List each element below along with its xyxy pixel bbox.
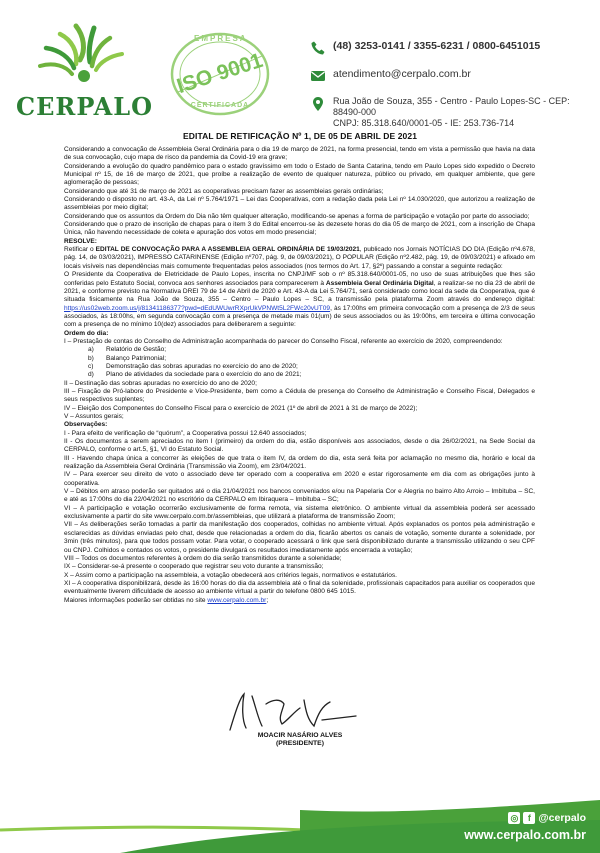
website-link[interactable]: www.cerpalo.com.br — [207, 596, 267, 604]
seal-top-text: EMPRESA — [194, 34, 248, 43]
observation-item: IV – Para exercer seu direito de voto o associado deve ter operado com a cooperativa em 2020 e estar rigorosamente em dia com as obrigações junto à cooperativa. — [64, 471, 535, 487]
list-marker: b) — [88, 354, 94, 362]
paragraph: Considerando que os assuntos da Ordem do Dia não têm qualquer alteração, modificando-se apenas a forma de participação e votação por parte do associado; — [64, 212, 530, 220]
agenda-item: IV – Eleição dos Componentes do Conselho Fiscal para o exercício de 2021 (1º de abril de 2021 à 31 de março de 2022); — [64, 404, 418, 412]
social-handle[interactable] — [508, 812, 586, 824]
observation-item: XI – A cooperativa disponibilizará, desde às 16:00 horas do dia da assembleia até o final da solenidade, profissionais capacitados para auxiliar os cooperados que eventualmente tiverem dificuldade de acesso ao ambiente virtual a partir do telefone 0800 645 1015. — [64, 579, 535, 596]
text-run: ; — [266, 596, 269, 604]
brand-name: CERPALO — [16, 92, 154, 121]
handwritten-signature — [222, 690, 362, 734]
signatory-name: MOACIR NASÁRIO ALVES — [257, 732, 343, 739]
paragraph: Considerando a evolução do quadro pandêmico para o estado gravíssimo em todo o Estado de Santa Catarina, tendo em Paulo Lopes sido expedido o Decreto Municipal nº 15, de 16 de março de 2021, que proíbe a realização de evento de qualquer natureza, público ou privado, em qualquer ambiente, que gere aglomeração de pessoas; — [64, 162, 535, 187]
email-text[interactable]: atendimento@cerpalo.com.br — [333, 68, 471, 80]
resolve-heading: RESOLVE: — [64, 237, 97, 245]
list-text: Demonstração das sobras apuradas no exercício do ano de 2020; — [106, 362, 298, 370]
text-run-bold: EDITAL DE CONVOCAÇÃO PARA A ASSEMBLEIA GERAL ORDINÁRIA DE 19/03/2021 — [95, 246, 360, 254]
document-title: EDITAL DE RETIFICAÇÃO Nº 1, DE 05 DE ABRIL DE 2021 — [182, 131, 418, 141]
agenda-item: III – Fixação de Pró-labore do Presidente e Vice-Presidente, bem como a Cédula de presença do Conselho de Administração e Conselho Fiscal, Delegados e seus respectivos suplentes; — [64, 387, 535, 404]
text-run: O Presidente da Cooperativa de Eletricidade de Paulo Lopes, inscrita no CNPJ/MF sob o nº 85.318.640/0001-05, no uso de suas atribuições que lhes são conferidas pelo Estatuto Social, convoca aos senhores associados para comparecerem à — [64, 271, 535, 287]
footer-website[interactable]: www.cerpalo.com.br — [464, 828, 586, 842]
paragraph: Considerando que até 31 de março de 2021 as cooperativas precisam fazer as assembleias gerais ordinárias; — [64, 187, 384, 195]
signatory-role: (PRESIDENTE) — [276, 740, 324, 747]
observation-item: VII – As deliberações serão tomadas a partir da manifestação dos cooperados, colhidas no ambiente virtual. Após explanados os pontos pela administração e esclarecidas as dúvidas enviadas pelo chat, desde que relacionadas a ordem do dia, ficarão abertos os canais de votação, somente durante a solenidade, por 3min (três minutos), para que todos possam votar. Para votar, o cooperado acessará o link que será disponibilizado durante a transmissão utilizando o seu CPF ou CNPJ. Colhidos e contados os votos, o presidente divulgará os resultados imediatamente após encerrada a votação; — [64, 521, 535, 554]
phone-icon — [310, 40, 326, 56]
text-run: Retificar o — [64, 246, 96, 254]
list-marker: a) — [88, 346, 94, 354]
paragraph: Considerando o disposto no art. 43-A, da Lei nº 5.764/1971 – Lei das Cooperativas, com a redação dada pela Lei nº 14.030/2020, que autorizou a realização de assembleias por meio digital; — [64, 196, 535, 212]
observation-item: III - Havendo chapa única a concorrer às eleições de que trata o item IV, da ordem do dia, esta será feita por aclamação no mesmo dia, horário e local da realização da Assembleia Geral Ordinária (Transmissão via Zoom), em 23/04/2021. — [64, 454, 535, 471]
contact-info — [310, 40, 590, 141]
address-line-2: CNPJ: 85.318.640/0001-05 - IE: 253.736-714 — [333, 118, 515, 128]
observation-item: X – Assim como a participação na assembleia, a votação obedecerá aos critérios legais, normativos e estatutários. — [64, 571, 397, 579]
observation-item: VI – A participação e votação ocorrerão exclusivamente de forma remota, via sistema eletrônico. O ambiente virtual da assembleia poderá ser acessado exclusivamente a partir do site www.cerpalo.com.br/assembleias, que utilizará a plataforma de transmissão Zoom; — [64, 504, 535, 521]
list-text: Balanço Patrimonial; — [106, 354, 167, 362]
zoom-link[interactable]: https://us02web.zoom.us/j/81341186377?pwd=dEdUWUwrRXprUkVPNWt5L2FWc20vUT09 — [64, 304, 331, 312]
seal-main-text: ISO 9001 — [174, 48, 266, 99]
instagram-icon: ◎ — [508, 812, 520, 824]
observation-item: IX – Considerar-se-á presente o cooperado que registrar seu voto durante a transmissão; — [64, 563, 324, 571]
observation-item: I - Para efeito de verificação de “quórum”, a Cooperativa possui 12.640 associados; — [64, 429, 307, 437]
document-body — [64, 146, 535, 605]
social-handle-text: @cerpalo — [538, 812, 586, 824]
paragraph — [64, 271, 535, 329]
phone-text: (48) 3253-0141 / 3355-6231 / 0800-6451015 — [333, 40, 541, 52]
letterhead — [0, 0, 600, 128]
phone-row — [310, 40, 590, 56]
facebook-icon: f — [523, 812, 535, 824]
list-item — [88, 346, 535, 354]
agenda-heading: Ordem do dia: — [64, 329, 109, 337]
paragraph: Considerando que o prazo de inscrição de chapas para o item 3 do Edital encerrou-se às dezesete horas do dia 05 de março de 2021, com a inscrição de Chapa Única, não havendo necessidade de coleta e apuração dos votos em modo presencial; — [64, 221, 535, 237]
cerpalo-logo — [14, 16, 154, 126]
list-marker: d) — [88, 371, 94, 379]
list-text: Relatório de Gestão; — [106, 346, 167, 354]
text-run: , às 17:00hs em primeira convocação com a presença de 2/3 de seus associados, às 18:00hs, em segunda convocação com a presença de metade mais 01(um) de seus associados ou às 19:00hs, em terceira e última convocação com a presença de no mínimo 10(dez) associados para deliberarem a seguinte: — [64, 304, 535, 329]
text-run-bold: Assembleia Geral Ordinária Digital — [325, 279, 434, 287]
list-text: Plano de atividades da sociedade para o exercício do ano de 2021; — [106, 371, 302, 379]
email-icon — [310, 68, 326, 84]
observation-item: V – Débitos em atraso poderão ser quitados até o dia 21/04/2021 nos bancos conveniados e/ou na Papelaria Cor e Alegria no bairro Alto Arroio – Imbituba – SC, e até as 17:00hs do dia 22/04/2021 no escritório da CERPALO em Ibiraquera – Imbituba – SC; — [64, 488, 535, 504]
agenda-item: II – Destinação das sobras apuradas no exercício do ano de 2020; — [64, 379, 257, 387]
paragraph: Considerando a convocação de Assembleia Geral Ordinária para o dia 19 de março de 2021, na forma presencial, tendo em vista a permissão que havia na data de sua convocação, cujo mapa de risco da pandemia da Covid-19 era grave; — [64, 146, 535, 162]
agenda-sublist — [88, 346, 535, 379]
iso-9001-seal — [160, 28, 280, 120]
list-item — [88, 363, 535, 371]
agenda-item: I – Prestação de contas do Conselho de Administração acompanhada do parecer do Conselho Fiscal, referente ao exercício de 2020, compreendendo: — [64, 337, 503, 345]
agenda-item: V – Assuntos gerais; — [64, 413, 124, 420]
location-pin-icon — [310, 96, 326, 112]
text-run: , a realizar-se no dia 23 de abril de 2021, e conforme previsto na Normativa DREI 79 de 14 de Abril de 2020 e Art. 43-A da Lei 5.764/71, será considerado como local da sede da Cooperativa, que é situada fisicamente na Rua João de Souza, 355 – Centro – Paulo Lopes – SC, a transmissão pela plataforma Zoom através do endereço digital: — [64, 279, 536, 304]
address-line-1: Rua João de Souza, 355 - Centro - Paulo Lopes-SC - CEP: 88490-000 — [333, 96, 570, 117]
address-row — [310, 96, 590, 129]
footer-band — [0, 770, 600, 853]
text-run: Maiores informações poderão ser obtidas no site — [64, 596, 208, 604]
paragraph — [64, 246, 535, 271]
observation-item — [64, 597, 535, 605]
list-item — [88, 371, 535, 379]
list-marker: c) — [88, 362, 94, 370]
list-item — [88, 355, 535, 363]
observation-item: II - Os documentos a serem apreciados no item I (primeiro) da ordem do dia, estão disponíveis aos associados, desde o dia 26/02/2021, na Sede Social da CERPALO, conforme o art.5, §1, VI do Estatuto Social. — [64, 438, 535, 454]
observations-heading: Observações: — [64, 421, 108, 429]
observation-item: VIII – Todos os documentos referentes à ordem do dia serão transmitidos durante a solenidade; — [64, 554, 342, 562]
email-row — [310, 68, 590, 84]
text-run: , publicado nos Jornais NOTÍCIAS DO DIA (Edição nº4.678, pág. 14, de 03/03/2021), IMPRESSO CATARINENSE (Edição nº707, pág. 9, de 09/03/2021), O POPULAR (Edição nº2.482, pág. 19, de 09/03/2021) e afixado em locais visíveis nas dependências mais comumente frequentadas pelos associados (nos termos do Art. 17, §2º) passando a constar a seguinte redação: — [64, 246, 535, 270]
seal-bottom-text: CERTIFICADA — [190, 102, 250, 109]
signatory — [0, 732, 600, 748]
